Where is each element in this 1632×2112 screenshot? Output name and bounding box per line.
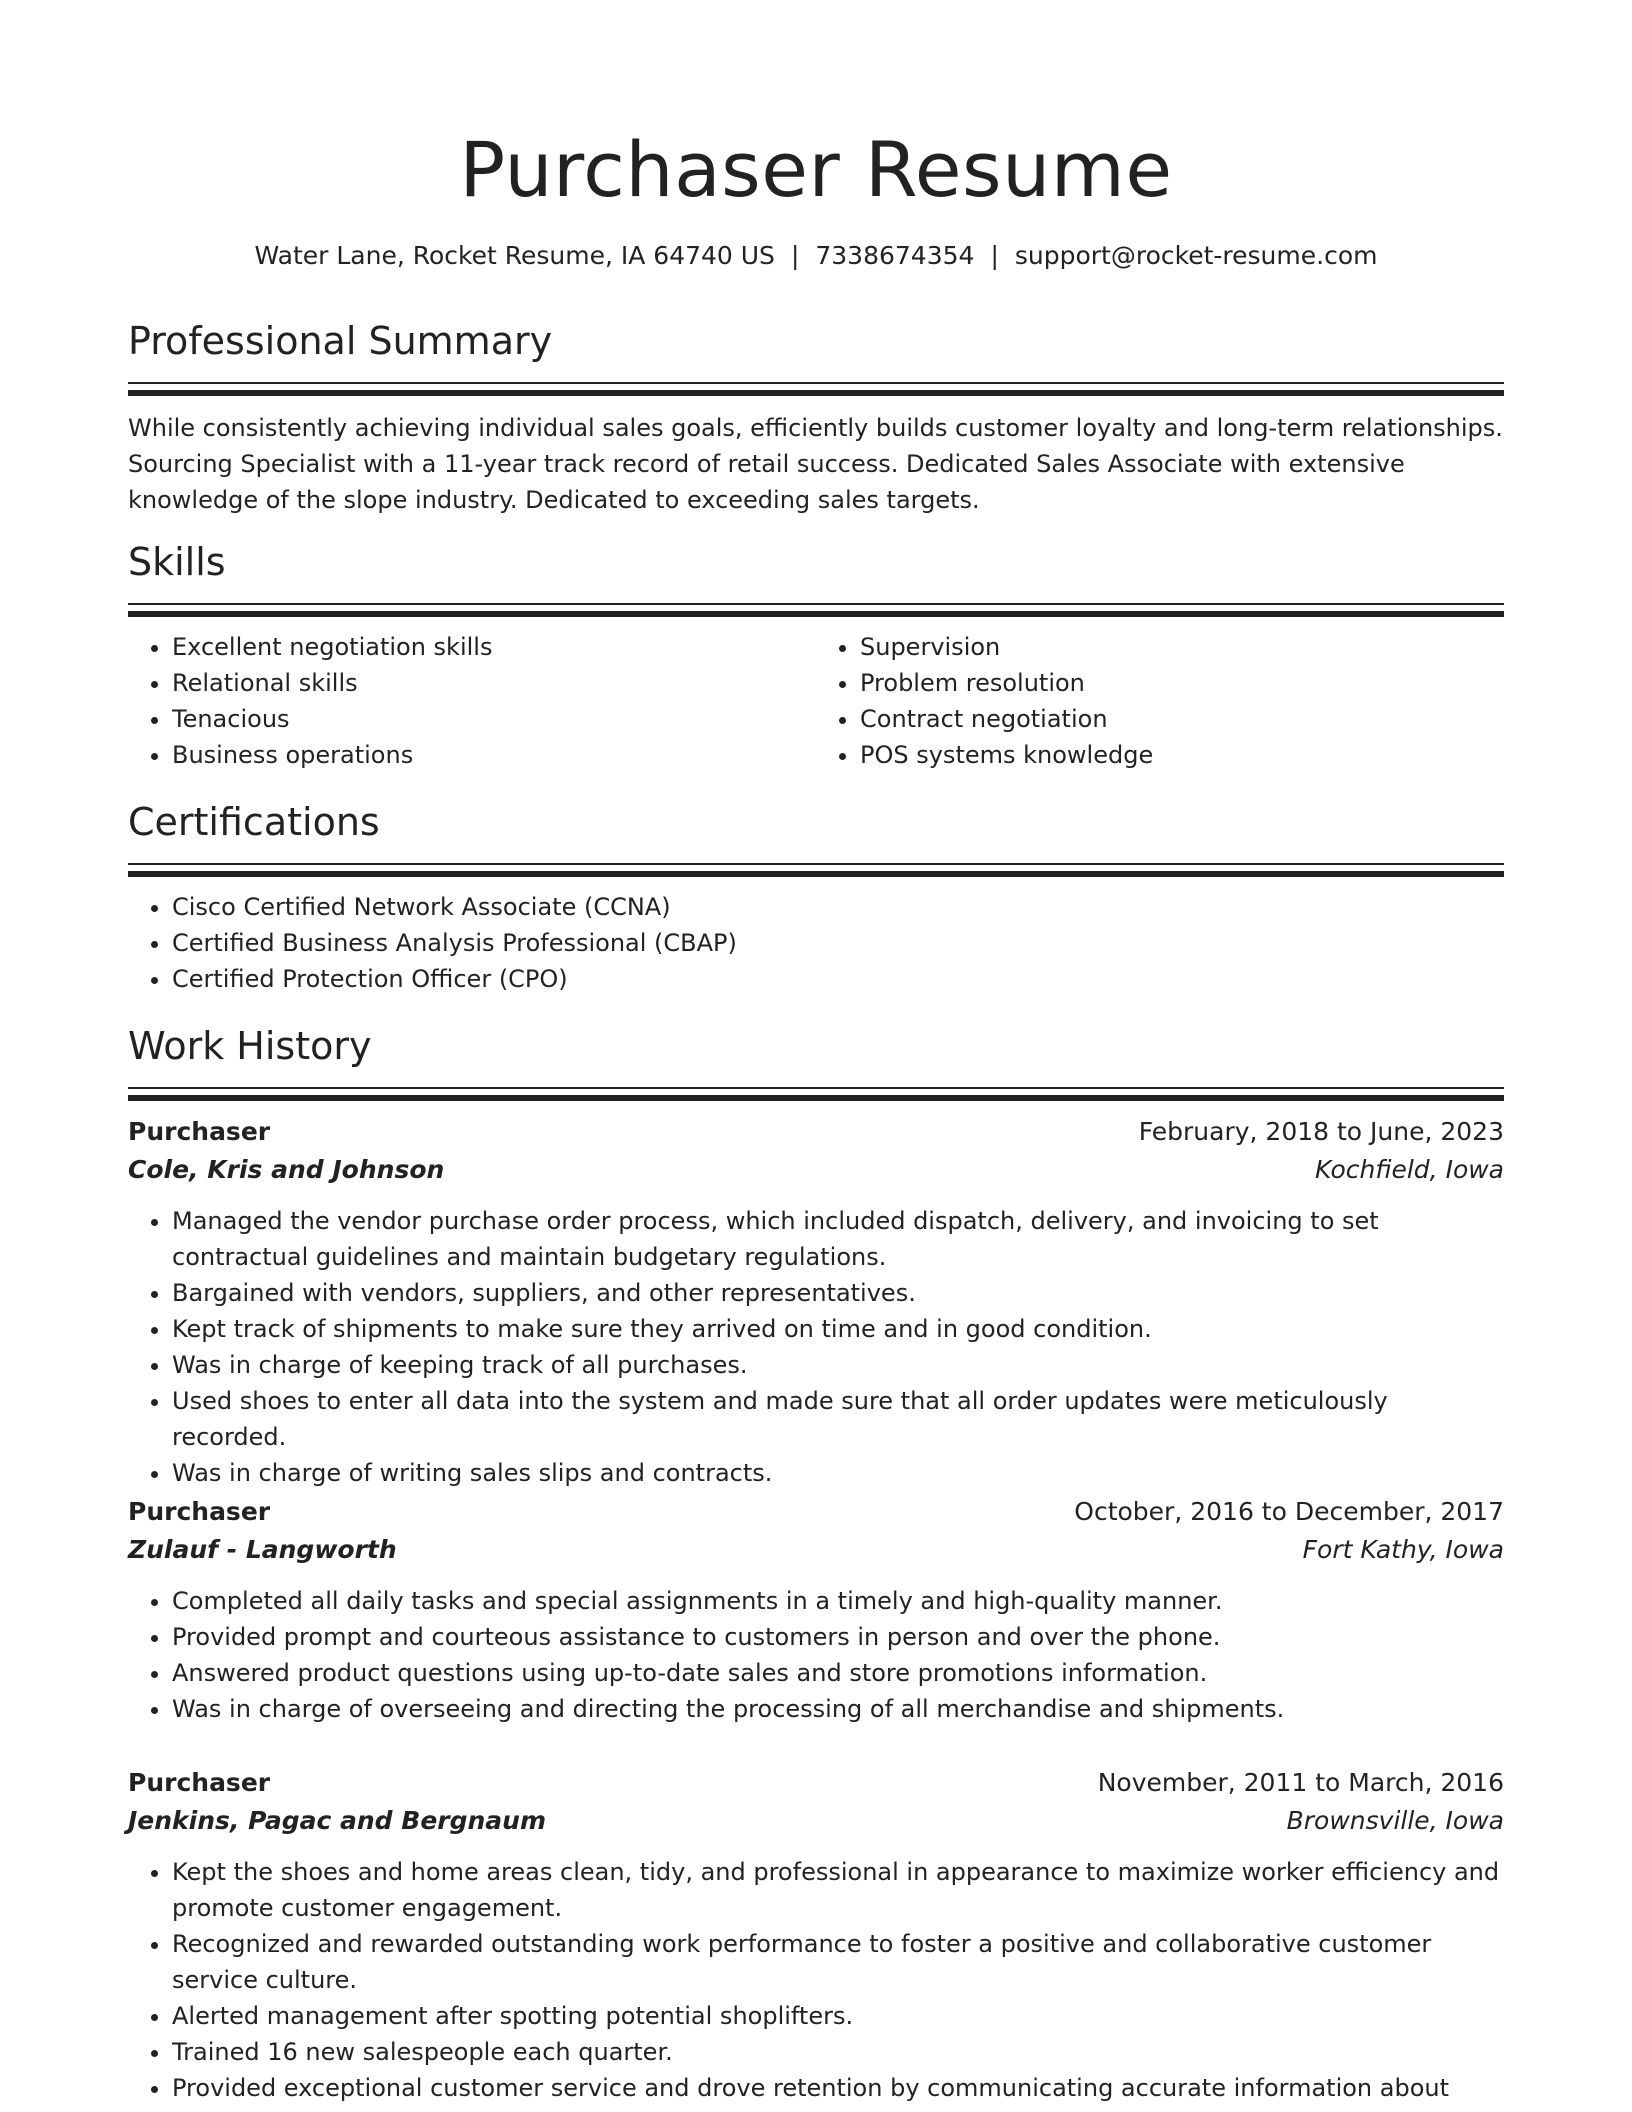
list-item: • Bargained with vendors, suppliers, and other representatives. [172,1275,1504,1311]
job-company: Jenkins, Pagac and Bergnaum [128,1806,547,1835]
list-item: • Managed the vendor purchase order process, which included dispatch, delivery, and invoicing to set contractual guidelines and maintain budgetary regulations. [172,1203,1504,1275]
certifications-title: Certifications [128,800,380,844]
job-title: Purchaser [128,1768,271,1797]
list-item: • Cisco Certified Network Associate (CCNA) [172,889,1504,925]
job-bullets [128,1203,1504,1491]
list-item: • Alerted management after spotting potential shoplifters. [172,1998,1504,2034]
section-divider [128,603,1504,617]
summary-text: While consistently achieving individual sales goals, efficiently builds customer loyalty and long-term relationships. Sourcing Specialist with a 11-year track record of retail success. Dedicated Sales Associate with extensive knowledge of the slope industry. Dedicated to exceeding sales targets. [128,414,1503,514]
list-item: • Was in charge of keeping track of all purchases. [172,1347,1504,1383]
list-item: • Contract negotiation [860,701,1504,737]
job-title: Purchaser [128,1117,271,1146]
job-header [128,1113,1504,1151]
job-company: Zulauf - Langworth [128,1535,397,1564]
section-divider [128,382,1504,396]
contact-email: support@rocket-resume.com [1014,241,1378,270]
job-subheader [128,1531,1504,1569]
list-item: • Trained 16 new salespeople each quarter. [172,2034,1504,2070]
list-item: • Tenacious [172,701,816,737]
summary-section [128,316,1504,518]
list-item: • Provided exceptional customer service and drove retention by communicating accurate information about [172,2070,1504,2106]
work-history-title: Work History [128,1024,372,1068]
list-item: • Certified Protection Officer (CPO) [172,961,1504,997]
certifications-section [128,797,1504,997]
list-item: • Problem resolution [860,665,1504,701]
skills-list-right [816,629,1504,773]
job-location: Brownsville, Iowa [1286,1806,1504,1835]
job-bullets [128,1583,1504,1727]
list-item: • Kept the shoes and home areas clean, tidy, and professional in appearance to maximize worker efficiency and promote customer engagement. [172,1854,1504,1926]
job-header [128,1493,1504,1531]
list-item: • POS systems knowledge [860,737,1504,773]
resume-name: Purchaser Resume [459,125,1173,214]
job-dates: November, 2011 to March, 2016 [1097,1768,1504,1797]
skills-title: Skills [128,540,226,584]
list-item: • Relational skills [172,665,816,701]
list-item: • Completed all daily tasks and special assignments in a timely and high-quality manner. [172,1583,1504,1619]
contact-line [128,238,1504,274]
job-company: Cole, Kris and Johnson [128,1155,445,1184]
job-location: Fort Kathy, Iowa [1302,1535,1504,1564]
section-divider [128,1087,1504,1101]
job-header [128,1764,1504,1802]
job-bullets [128,1854,1504,2106]
job-entry [128,1493,1504,1727]
list-item: • Was in charge of writing sales slips and contracts. [172,1455,1504,1491]
list-item: • Business operations [172,737,816,773]
list-item: • Recognized and rewarded outstanding work performance to foster a positive and collaborative customer service culture. [172,1926,1504,1998]
job-subheader [128,1151,1504,1189]
list-item: • Answered product questions using up-to-date sales and store promotions information. [172,1655,1504,1691]
contact-separator: | [790,241,800,270]
skills-section [128,537,1504,773]
job-dates: February, 2018 to June, 2023 [1138,1117,1504,1146]
list-item: • Certified Business Analysis Professional (CBAP) [172,925,1504,961]
list-item: • Supervision [860,629,1504,665]
list-item: • Kept track of shipments to make sure they arrived on time and in good condition. [172,1311,1504,1347]
skills-columns [128,617,1504,773]
job-location: Kochfield, Iowa [1314,1155,1504,1184]
job-title: Purchaser [128,1497,271,1526]
contact-address: Water Lane, Rocket Resume, IA 64740 US [254,241,775,270]
job-entry [128,1113,1504,1491]
job-entry [128,1764,1504,2106]
job-subheader [128,1802,1504,1840]
list-item: • Used shoes to enter all data into the system and made sure that all order updates were meticulously recorded. [172,1383,1504,1455]
skills-list-left [128,629,816,773]
list-item: • Provided prompt and courteous assistance to customers in person and over the phone. [172,1619,1504,1655]
job-dates: October, 2016 to December, 2017 [1074,1497,1504,1526]
list-item: • Was in charge of overseeing and directing the processing of all merchandise and shipments. [172,1691,1504,1727]
contact-separator: | [990,241,999,270]
list-item: • Excellent negotiation skills [172,629,816,665]
certifications-list [128,889,1504,997]
summary-title: Professional Summary [128,319,553,363]
section-divider [128,863,1504,877]
contact-phone: 7338674354 [815,241,975,270]
work-history-section [128,1021,1504,1101]
